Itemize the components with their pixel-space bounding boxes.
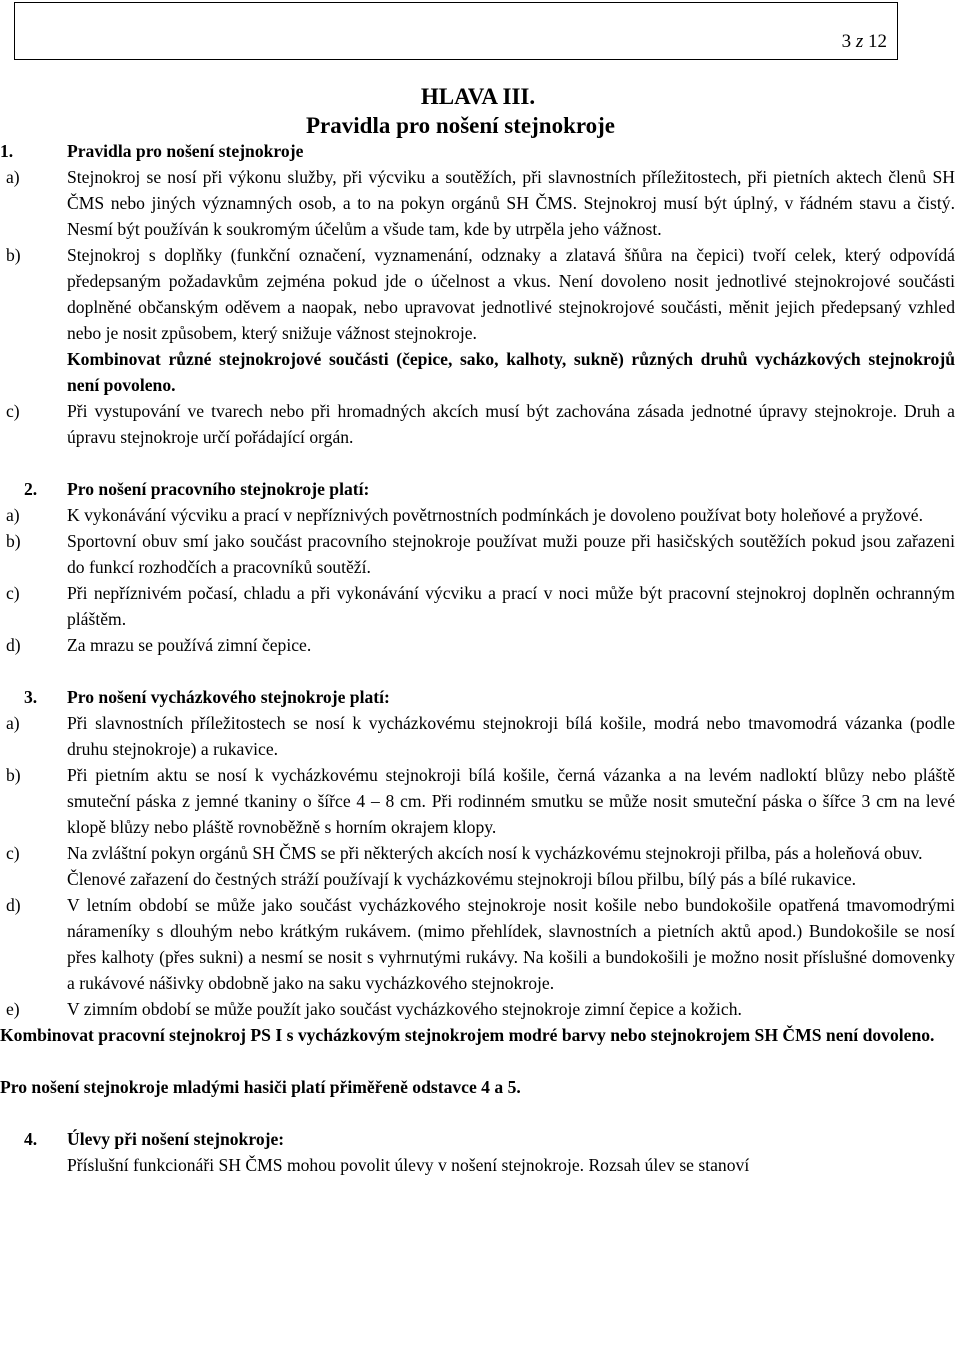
page-number: 3 z 12 [841, 31, 887, 52]
section-heading [0, 138, 960, 164]
section-title: Pro nošení vycházkového stejnokroje platí: [67, 687, 390, 707]
chapter-title: HLAVA III. [420, 84, 536, 109]
item-label: c) [6, 583, 20, 603]
section-number: 2. [24, 479, 38, 499]
item-label: c) [6, 401, 20, 421]
section-title: Pravidla pro nošení stejnokroje [67, 141, 304, 161]
item-text: Stejnokroj se nosí při výkonu služby, při výcviku a soutěžích, při slavnostních příležitostech, při pietních aktech členů SH ČMS nebo jiných významných osob, a to na pokyn orgánů SH ČMS. Stejnokroj musí být úplný, v řádném stavu a čistý. Nesmí být používán k soukromým účelům a všude tam, kde by utrpěla jeho vážnost. [67, 167, 955, 239]
chapter-subtitle: Pravidla pro nošení stejnokroje [306, 113, 616, 138]
list-item [0, 996, 960, 1022]
section-heading [0, 476, 960, 502]
list-item [0, 632, 960, 658]
list-item [0, 710, 960, 762]
combination-note: Kombinovat pracovní stejnokroj PS I s vycházkovým stejnokrojem modré barvy nebo stejnokrojem SH ČMS není dovoleno. [0, 1025, 935, 1045]
item-text: Za mrazu se používá zimní čepice. [67, 635, 312, 655]
item-label: a) [6, 505, 20, 525]
list-item [0, 398, 960, 450]
item-text: Při vystupování ve tvarech nebo při hromadných akcích musí být zachována zásada jednotné úpravy stejnokroje. Druh a úpravu stejnokroje určí pořádající orgán. [67, 401, 955, 447]
list-item [0, 892, 960, 996]
item-text: Sportovní obuv smí jako součást pracovního stejnokroje používat muži pouze při hasičských soutěžích pokud jsou zařazeni do funkcí rozhodčích a pracovníků soutěží. [67, 531, 955, 577]
list-item [0, 164, 960, 242]
section-title: Úlevy při nošení stejnokroje: [67, 1129, 285, 1149]
list-item [0, 840, 960, 892]
page-header-box [14, 2, 898, 60]
item-text: V letním období se může jako součást vycházkového stejnokroje nosit košile nebo bundokošile opatřená tmavomodrými nárameníky s dlouhým nebo krátkým rukávem. (mimo přehlídek, slavnostních a pietních aktů apod.) Bundokošile se nosí přes kalhoty (přes sukni) a nesmí se nosit s vyhrnutými rukávy. Na košili a bundokošili je možno nosit příslušné domovenky a rukávové nášivky obdobně jako na saku vycházkového stejnokroje. [67, 895, 955, 993]
item-label: b) [6, 765, 21, 785]
item-text: Při nepříznivém počasí, chladu a při vykonávání výcviku a prací v noci může být pracovní stejnokroj doplněn ochranným pláštěm. [67, 583, 955, 629]
list-item [0, 580, 960, 632]
item-text: K vykonávání výcviku a prací v nepříznivých povětrnostních podmínkách je dovoleno používat boty holeňové a pryžové. [67, 505, 923, 525]
document-body [0, 138, 960, 1178]
item-label: d) [6, 895, 21, 915]
section-number: 3. [24, 687, 38, 707]
list-item [0, 502, 960, 528]
section-heading [0, 1126, 960, 1152]
list-item [0, 762, 960, 840]
item-label: e) [6, 999, 20, 1019]
section-number: 4. [24, 1129, 38, 1149]
item-label: d) [6, 635, 21, 655]
item-label: b) [6, 531, 21, 551]
item-bold-note: Kombinovat různé stejnokrojové součásti (čepice, sako, kalhoty, sukně) různých druhů vycházkových stejnokrojů není povoleno. [67, 349, 955, 395]
list-item [0, 528, 960, 580]
item-text: Při slavnostních příležitostech se nosí k vycházkovému stejnokroji bílá košile, modrá nebo tmavomodrá vázanka (podle druhu stejnokroje) a rukavice. [67, 713, 955, 759]
section-heading [0, 684, 960, 710]
item-text: Členové zařazení do čestných stráží používají k vycházkovému stejnokroji bílou přilbu, bílý pás a bílé rukavice. [67, 869, 857, 889]
item-text: V zimním období se může použít jako součást vycházkového stejnokroje zimní čepice a kožich. [67, 999, 742, 1019]
item-text: Stejnokroj s doplňky (funkční označení, vyznamenání, odznaky a zlatavá šňůra na čepici) tvoří celek, který odpovídá předepsaným požadavkům zejména pokud jde o účelnost a vkus. Není dovoleno nosit jednotlivé stejnokrojové součásti doplněné občanským oděvem a naopak, nebo upravovat jednotlivé stejnokrojové součásti, měnit jejich předepsaný vzhled nebo je nosit způsobem, který snižuje vážnost stejnokroje. [67, 245, 955, 343]
item-text: Na zvláštní pokyn orgánů SH ČMS se při některých akcích nosí k vycházkovému stejnokroji přilba, pás a holeňová obuv. [67, 843, 923, 863]
item-label: a) [6, 167, 20, 187]
section-number: 1. [0, 141, 14, 161]
list-item [0, 242, 960, 398]
item-label: b) [6, 245, 21, 265]
item-label: c) [6, 843, 20, 863]
item-text: Při pietním aktu se nosí k vycházkovému stejnokroji bílá košile, černá vázanka a na levém nadloktí blůzy nebo pláště smuteční páska z jemné tkaniny o šířce 4 – 8 cm. Při rodinném smutku se může nosit smuteční páska o šířce 3 cm na levé klopě blůzy nebo pláště rovnoběžně s horním okrajem klopy. [67, 765, 955, 837]
young-firefighters-note: Pro nošení stejnokroje mladými hasiči platí přiměřeně odstavce 4 a 5. [0, 1077, 521, 1097]
item-label: a) [6, 713, 20, 733]
section-text: Příslušní funkcionáři SH ČMS mohou povolit úlevy v nošení stejnokroje. Rozsah úlev se stanoví [67, 1155, 750, 1175]
section-title: Pro nošení pracovního stejnokroje platí: [67, 479, 370, 499]
